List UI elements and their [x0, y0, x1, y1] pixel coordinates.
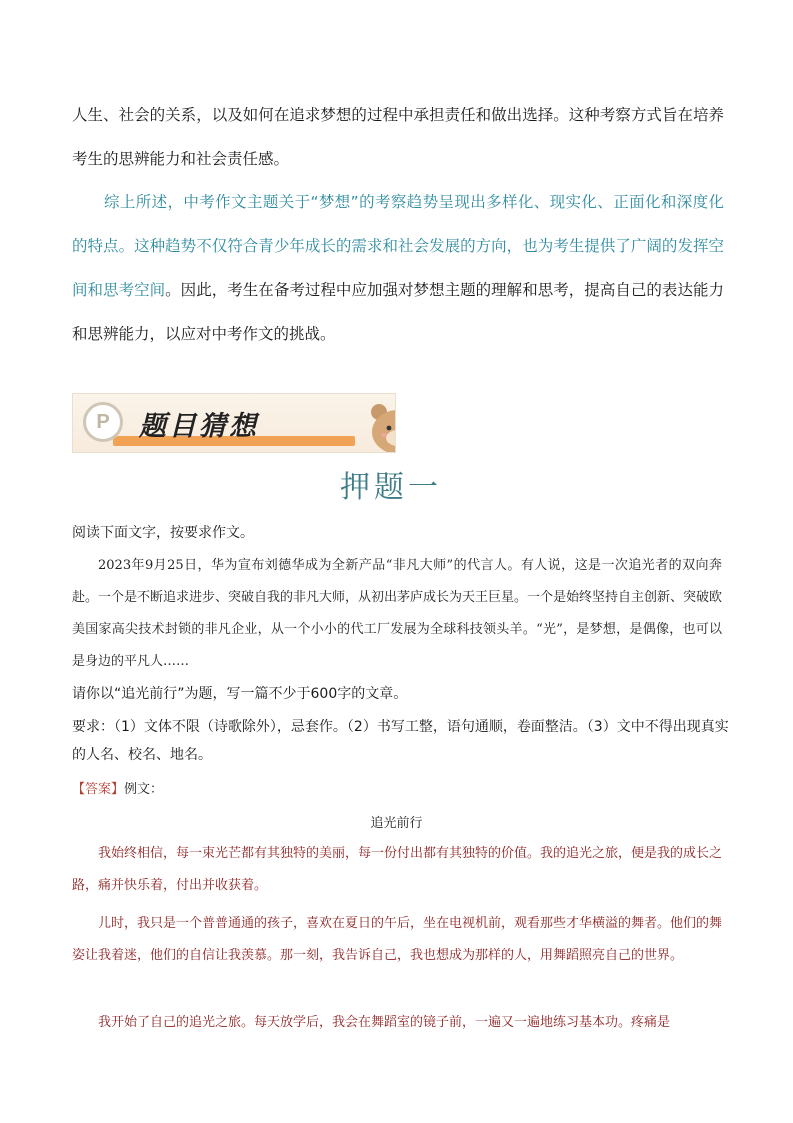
prompt-task: 请你以“追光前行”为题，写一篇不少于600字的文章。: [72, 686, 408, 702]
prompt-lead: 阅读下面文字，按要求作文。: [72, 525, 254, 541]
essay-title: 追光前行: [370, 816, 423, 831]
intro-paragraph-1: 人生、社会的关系，以及如何在追求梦想的过程中承担责任和做出选择。这种考察方式旨在培养考生的思辨能力和社会责任感。: [72, 106, 724, 168]
summary-rest: 。因此，考生在备考过程中应加强对梦想主题的理解和思考，提高自己的表达能力和思辨能力，以应对中考作文的挑战。: [72, 281, 724, 343]
essay-paragraph-2: 儿时，我只是一个普普通通的孩子，喜欢在夏日的午后，坐在电视机前，观看那些才华横溢的舞者。他们的舞姿让我着迷，他们的自信让我羡慕。那一刻，我告诉自己，我也想成为那样的人，用舞蹈照亮自己的世界。: [72, 916, 723, 963]
highlighted-summary: 综上所述，中考作文主题关于“梦想”的考察趋势呈现出多样化、现实化、正面化和深度化的特点。这种趋势不仅符合青少年成长的需求和社会发展的方向，也为考生提供了广阔的发挥空间和思考空间: [72, 193, 724, 299]
prompt-material: 2023年9月25日，华为宣布刘德华成为全新产品“非凡大师”的代言人。有人说，这是一次追光者的双向奔赴。一个是不断追求进步、突破自我的非凡大师，从初出茅庐成长为天王巨星。一个是始终坚持自主创新、突破欧美国家高尖技术封锁的非凡企业，从一个小小的代工厂发展为全球科技领头羊。“光”，是梦想，是偶像，也可以是身边的平凡人……: [72, 558, 723, 669]
section-heading: 押题一: [340, 470, 442, 505]
essay-paragraph-3: 我开始了自己的追光之旅。每天放学后，我会在舞蹈室的镜子前，一遍又一遍地练习基本功。疼痛是: [98, 1015, 671, 1030]
intro-paragraph-2: [72, 180, 724, 356]
prompt-requirements: 要求：（1）文体不限（诗歌除外），忌套作。（2）书写工整，语句通顺，卷面整洁。（3）文中不得出现真实的人名、校名、地名。: [72, 719, 729, 763]
banner-title: 题目猜想: [139, 411, 259, 442]
essay-paragraph-1: 我始终相信，每一束光芒都有其独特的美丽，每一份付出都有其独特的价值。我的追光之旅，便是我的成长之路，痛并快乐着，付出并收获着。: [72, 846, 723, 893]
bear-mascot-icon: [367, 400, 396, 452]
answer-label: [72, 778, 163, 797]
answer-example-label: 例文：: [124, 782, 164, 797]
answer-tag: 【答案】: [72, 782, 125, 797]
p-badge-icon: P: [83, 402, 123, 442]
section-banner: [72, 393, 396, 453]
